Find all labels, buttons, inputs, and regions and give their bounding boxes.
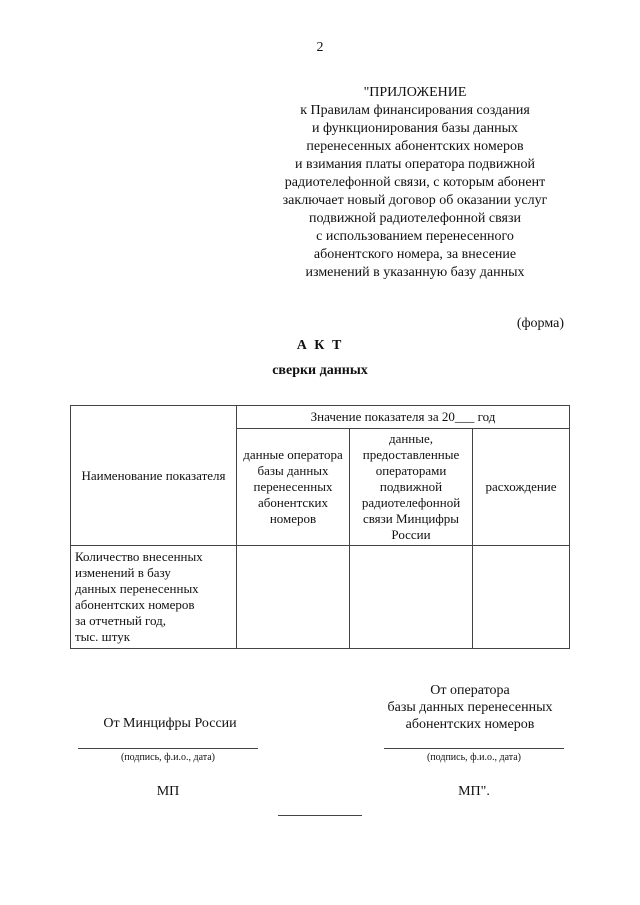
row-label-line: Количество внесенных	[75, 549, 203, 564]
signature-line-ministry[interactable]	[78, 748, 258, 749]
column-header-value: Значение показателя за 20___ год	[237, 406, 570, 429]
page-number: 2	[316, 40, 324, 55]
appendix-line: и взимания платы оператора подвижной	[294, 157, 536, 172]
document-subtitle: сверки данных	[272, 363, 368, 378]
appendix-line: абонентского номера, за внесение	[313, 247, 517, 262]
row-label-line: данных перенесенных	[75, 581, 199, 596]
form-label: (форма)	[516, 316, 564, 331]
row-label-cell	[71, 546, 237, 649]
subheader-discrepancy: расхождение	[473, 429, 570, 546]
cell-operator-value[interactable]	[237, 546, 350, 649]
signature-label-line: базы данных перенесенных	[387, 700, 553, 715]
end-divider	[278, 815, 362, 816]
cell-ministry-value[interactable]	[350, 546, 473, 649]
signature-label-ministry: От Минцифры России	[103, 716, 237, 731]
appendix-line: перенесенных абонентских номеров	[306, 139, 524, 154]
stamp-place-operator: МП".	[458, 784, 490, 799]
appendix-line: заключает новый договор об оказании услуг	[282, 193, 548, 208]
signature-label-operator	[370, 682, 570, 733]
stamp-place-ministry: МП	[156, 784, 180, 799]
row-label-line: тыс. штук	[75, 629, 131, 644]
subheader-ministry-data: данные, предоставленные операторами подвижной радиотелефонной связи Минцифры России	[350, 429, 473, 546]
appendix-block	[250, 84, 580, 282]
appendix-line: с использованием перенесенного	[316, 229, 514, 244]
appendix-line: подвижной радиотелефонной связи	[309, 211, 521, 226]
table-row	[71, 546, 570, 649]
cell-discrepancy-value[interactable]	[473, 546, 570, 649]
row-label-line: изменений в базу	[75, 565, 171, 580]
signature-label-line: абонентских номеров	[405, 717, 535, 732]
appendix-line: изменений в указанную базу данных	[305, 265, 525, 280]
appendix-line: и функционирования базы данных	[311, 121, 519, 136]
appendix-line: к Правилам финансирования создания	[300, 103, 530, 118]
document-title: А К Т	[296, 338, 344, 353]
reconciliation-table	[70, 405, 570, 649]
row-label-line: за отчетный год,	[75, 613, 167, 628]
subheader-operator-data: данные оператора базы данных перенесенных абонентских номеров	[237, 429, 350, 546]
appendix-title: "ПРИЛОЖЕНИЕ	[363, 85, 467, 100]
row-label-line: абонентских номеров	[75, 597, 195, 612]
signature-hint-ministry: (подпись, ф.и.о., дата)	[120, 752, 216, 763]
signature-label-line: От оператора	[430, 683, 510, 698]
signature-hint-operator: (подпись, ф.и.о., дата)	[426, 752, 522, 763]
appendix-line: радиотелефонной связи, с которым абонент	[284, 175, 546, 190]
column-header-indicator: Наименование показателя	[71, 406, 237, 546]
signature-line-operator[interactable]	[384, 748, 564, 749]
